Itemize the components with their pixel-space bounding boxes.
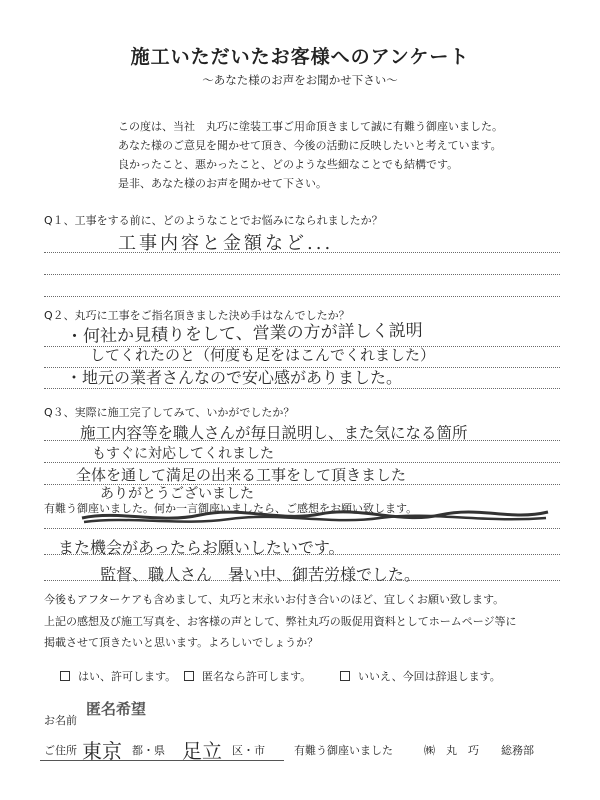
page-subtitle: ～あなた様のお声をお聞かせ下さい～ [202, 73, 398, 87]
option-anonymous[interactable] [184, 668, 311, 684]
answer-2-line: してくれたのと（何度も足をはこんでくれました） [90, 346, 436, 364]
city-suffix: 区・市 [232, 744, 265, 757]
intro-line: 良かったこと、悪かったこと、どのような些細なことでも結構です。 [118, 158, 459, 171]
checkbox[interactable] [60, 671, 70, 681]
prefecture-suffix: 都・県 [132, 744, 165, 757]
page-title: 施工いただいたお客様へのアンケート [130, 46, 470, 68]
checkbox[interactable] [340, 671, 350, 681]
answer-3-line: 施工内容等を職人さんが毎日説明し、また気になる箇所 [80, 424, 468, 442]
option-decline[interactable] [340, 668, 501, 684]
address-underline [40, 760, 284, 761]
option-label: 匿名なら許可します。 [202, 670, 312, 683]
answer-rule [44, 484, 560, 485]
answer-rule [44, 252, 560, 253]
comment-line: 監督、職人さん 暑い中、御苦労様でした。 [100, 565, 421, 584]
name-label: お名前 [44, 714, 77, 727]
question-3: Q３、実際に施工完了してみて、いかがでしたか？ [44, 406, 295, 419]
question-1: Q１、工事をする前に、どのようなことでお悩みになられましたか？ [44, 214, 383, 227]
address-label: ご住所 [44, 744, 77, 757]
option-label: いいえ、今回は辞退します。 [358, 670, 501, 683]
option-label: はい、許可します。 [78, 670, 177, 683]
intro-line: この度は、当社 丸巧に塗装工事ご用命頂きまして誠に有難う御座いました。 [118, 120, 503, 133]
city-value: 足立 [182, 739, 222, 763]
crossed-out-scribble [80, 506, 550, 528]
answer-rule [44, 580, 560, 581]
answer-2-line: ・何社か見積りをして、営業の方が詳しく説明 [65, 320, 423, 347]
answer-3-line: ありがとうございました [100, 486, 254, 502]
answer-rule [44, 274, 560, 275]
intro-line: 是非、あなた様のお声を聞かせて下さい。 [118, 177, 327, 190]
checkbox[interactable] [184, 671, 194, 681]
intro-line: あなた様のご意見を聞かせて頂き、今後の活動に反映したいと考えています。 [118, 139, 502, 152]
company-name: ㈱ 丸 巧 総務部 [424, 744, 534, 757]
answer-rule [44, 554, 560, 555]
answer-2-line: ・地元の業者さんなので安心感がありました。 [66, 368, 403, 387]
answer-rule [44, 367, 560, 368]
answer-rule [44, 440, 560, 441]
answer-3-line: 全体を通して満足の出来る工事をして頂きました [76, 466, 407, 484]
answer-3-line: もすぐに対応してくれました [92, 446, 274, 462]
answer-rule [44, 296, 560, 297]
option-allow[interactable] [60, 668, 176, 684]
answer-rule [44, 388, 560, 389]
question-2: Q２、丸巧に工事をご指名頂きました決め手はなんでしたか？ [44, 309, 350, 322]
name-value: 匿名希望 [86, 700, 147, 718]
followup-line: 上記の感想及び施工写真を、お客様の声として、弊社丸巧の販促用資料としてホームページ等に [44, 615, 517, 628]
followup-line: 今後もアフターケアも含めまして、丸巧と末永いお付き合いのほど、宜しくお願い致します。 [44, 593, 505, 606]
answer-1: 工事内容と金額など... [118, 233, 334, 254]
answer-rule [44, 462, 560, 463]
comment-line: また機会があったらお願いしたいです。 [58, 538, 345, 557]
comment-prompt: 有難う御座いました。何か一言御座いましたら、ご感想をお願い致します。 [44, 502, 418, 515]
prefecture-value: 東京 [82, 739, 122, 763]
followup-line: 掲載させて頂きたいと思います。よろしいでしょうか？ [44, 636, 319, 649]
answer-rule [44, 346, 560, 347]
answer-rule [44, 528, 560, 529]
thanks-text: 有難う御座いました [294, 744, 393, 757]
